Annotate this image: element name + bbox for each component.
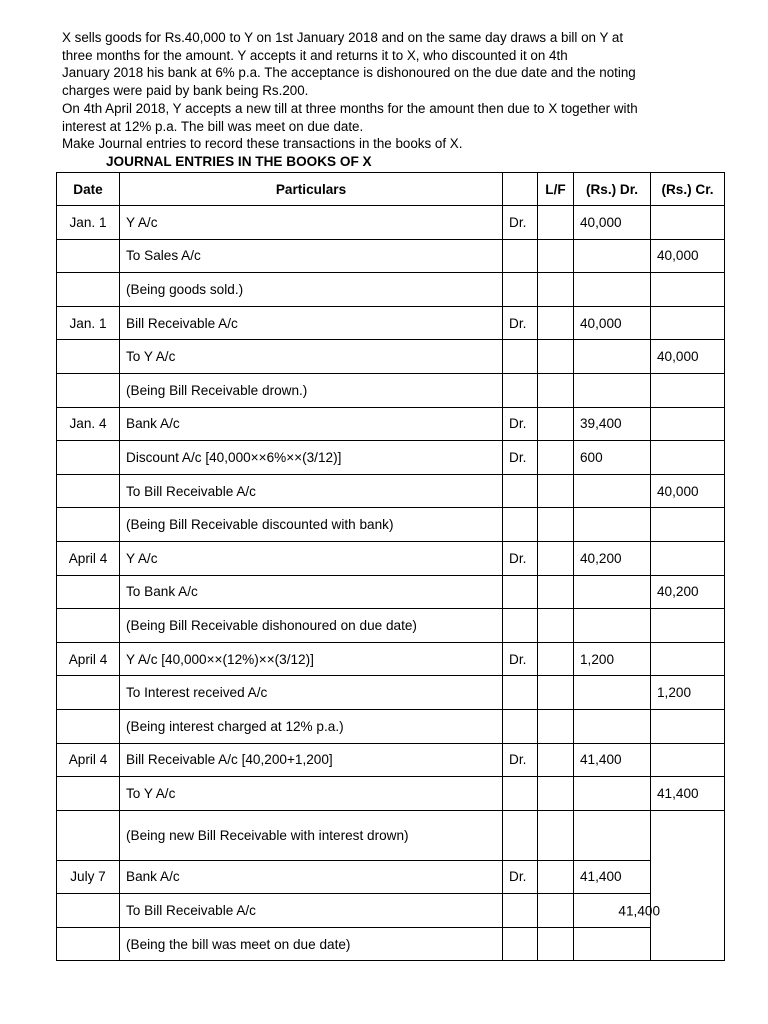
cell-date [57, 676, 120, 710]
cell-dr-mark [503, 340, 538, 374]
table-row [57, 810, 725, 860]
cell-credit: 40,000 [651, 239, 725, 273]
problem-line: charges were paid by bank being Rs.200. [62, 83, 309, 99]
cell-date [57, 273, 120, 307]
cell-date [57, 927, 120, 961]
journal-header-row [57, 173, 725, 206]
cell-lf [538, 541, 574, 575]
cell-credit [651, 508, 725, 542]
cell-debit [574, 273, 651, 307]
problem-line: three months for the amount. Y accepts it and returns it to X, who discounted it on 4th [62, 47, 568, 63]
cell-dr-mark [503, 575, 538, 609]
cell-lf [538, 239, 574, 273]
cell-particulars: (Being interest charged at 12% p.a.) [120, 709, 503, 743]
table-row [57, 642, 725, 676]
cell-lf [538, 206, 574, 240]
cell-dr-mark [503, 709, 538, 743]
cell-particulars: (Being Bill Receivable discounted with bank) [120, 508, 503, 542]
problem-line: Make Journal entries to record these transactions in the books of X. [62, 136, 463, 152]
header-particulars: Particulars [120, 173, 503, 206]
cell-dr-mark [503, 373, 538, 407]
cell-date [57, 474, 120, 508]
cell-dr-mark [503, 508, 538, 542]
cell-particulars: To Bill Receivable A/c [120, 474, 503, 508]
cell-date [57, 373, 120, 407]
cell-particulars: To Y A/c [120, 340, 503, 374]
cell-debit: 40,200 [574, 541, 651, 575]
problem-line: interest at 12% p.a. The bill was meet on due date. [62, 118, 364, 134]
cell-credit [651, 407, 725, 441]
cell-particulars: (Being Bill Receivable drown.) [120, 373, 503, 407]
cell-dr-mark [503, 239, 538, 273]
cell-particulars: (Being Bill Receivable dishonoured on due date) [120, 609, 503, 643]
cell-debit: 40,000 [574, 306, 651, 340]
cell-credit: 40,000 [651, 340, 725, 374]
cell-debit: 41,400 [574, 743, 651, 777]
cell-dr-mark [503, 927, 538, 961]
table-row [57, 407, 725, 441]
cell-credit [651, 642, 725, 676]
cell-debit: 600 [574, 441, 651, 475]
cell-lf [538, 810, 574, 860]
cell-dr-mark: Dr. [503, 541, 538, 575]
cell-date: April 4 [57, 743, 120, 777]
cell-lf [538, 340, 574, 374]
cell-lf [538, 709, 574, 743]
cell-debit [574, 676, 651, 710]
cell-debit: 41,400 [574, 860, 651, 894]
cell-debit [574, 474, 651, 508]
cell-particulars: Y A/c [120, 541, 503, 575]
problem-line: January 2018 his bank at 6% p.a. The acceptance is dishonoured on the due date and the noting [62, 65, 636, 81]
cell-particulars: Bank A/c [120, 860, 503, 894]
cell-particulars: To Sales A/c [120, 239, 503, 273]
cell-date [57, 609, 120, 643]
cell-dr-mark: Dr. [503, 642, 538, 676]
cell-date [57, 575, 120, 609]
cell-credit [651, 609, 725, 643]
cell-lf [538, 609, 574, 643]
cell-debit [574, 777, 651, 811]
cell-dr-mark [503, 474, 538, 508]
cell-dr-mark [503, 273, 538, 307]
table-row [57, 206, 725, 240]
table-row [57, 474, 725, 508]
cell-lf [538, 407, 574, 441]
cell-date: Jan. 1 [57, 306, 120, 340]
cell-credit [651, 273, 725, 307]
problem-line: On 4th April 2018, Y accepts a new till at three months for the amount then due to X together with [62, 100, 638, 116]
cell-particulars: Y A/c [120, 206, 503, 240]
table-row [57, 340, 725, 374]
cell-particulars: Bank A/c [120, 407, 503, 441]
cell-debit [574, 927, 651, 961]
cell-lf [538, 894, 574, 928]
cell-lf [538, 743, 574, 777]
cell-credit [651, 206, 725, 240]
header-dr-mark [503, 173, 538, 206]
cell-credit [651, 373, 725, 407]
table-row [57, 609, 725, 643]
cell-date [57, 340, 120, 374]
cell-credit [651, 541, 725, 575]
cell-dr-mark [503, 777, 538, 811]
table-row [57, 273, 725, 307]
cell-date [57, 441, 120, 475]
table-row [57, 743, 725, 777]
table-row [57, 894, 725, 928]
table-row [57, 927, 725, 961]
cell-lf [538, 306, 574, 340]
table-row [57, 508, 725, 542]
cell-particulars: To Y A/c [120, 777, 503, 811]
cell-debit [574, 239, 651, 273]
cell-dr-mark: Dr. [503, 860, 538, 894]
cell-date [57, 777, 120, 811]
cell-credit [651, 441, 725, 475]
cell-date [57, 239, 120, 273]
cell-credit [651, 810, 725, 961]
cell-date: July 7 [57, 860, 120, 894]
table-row [57, 541, 725, 575]
table-row [57, 860, 725, 894]
journal-title: JOURNAL ENTRIES IN THE BOOKS OF X [106, 154, 372, 169]
journal-table [56, 172, 725, 961]
cell-dr-mark [503, 810, 538, 860]
cell-particulars: Discount A/c [40,000××6%××(3/12)] [120, 441, 503, 475]
cell-debit: 1,200 [574, 642, 651, 676]
cell-particulars: Bill Receivable A/c [40,200+1,200] [120, 743, 503, 777]
header-lf: L/F [538, 173, 574, 206]
cell-dr-mark: Dr. [503, 407, 538, 441]
cell-debit [574, 810, 651, 860]
cell-particulars: (Being new Bill Receivable with interest drown) [120, 810, 503, 860]
cell-date [57, 508, 120, 542]
cell-lf [538, 373, 574, 407]
cell-dr-mark: Dr. [503, 441, 538, 475]
cell-particulars: Y A/c [40,000××(12%)××(3/12)] [120, 642, 503, 676]
table-row [57, 777, 725, 811]
cell-particulars: (Being the bill was meet on due date) [120, 927, 503, 961]
cell-credit [651, 709, 725, 743]
problem-line: X sells goods for Rs.40,000 to Y on 1st January 2018 and on the same day draws a bill on Y at [62, 30, 624, 45]
cell-lf [538, 777, 574, 811]
cell-debit: 39,400 [574, 407, 651, 441]
table-row [57, 306, 725, 340]
cell-date: April 4 [57, 642, 120, 676]
cell-debit [574, 508, 651, 542]
cell-particulars: To Bill Receivable A/c [120, 894, 503, 928]
cell-date: April 4 [57, 541, 120, 575]
cell-date [57, 894, 120, 928]
cell-credit: 40,000 [651, 474, 725, 508]
problem-statement [62, 29, 722, 153]
cell-debit [574, 340, 651, 374]
cell-dr-mark: Dr. [503, 306, 538, 340]
table-row [57, 709, 725, 743]
cell-particulars: Bill Receivable A/c [120, 306, 503, 340]
cell-dr-mark: Dr. [503, 206, 538, 240]
cell-lf [538, 441, 574, 475]
cell-date: Jan. 1 [57, 206, 120, 240]
table-row [57, 575, 725, 609]
cell-particulars: To Interest received A/c [120, 676, 503, 710]
cell-credit: 41,400 [651, 777, 725, 811]
cell-debit [574, 575, 651, 609]
cell-date [57, 810, 120, 860]
cell-date: Jan. 4 [57, 407, 120, 441]
cell-credit: 40,200 [651, 575, 725, 609]
cell-lf [538, 676, 574, 710]
table-row [57, 441, 725, 475]
cell-lf [538, 474, 574, 508]
cell-dr-mark [503, 676, 538, 710]
cell-particulars: To Bank A/c [120, 575, 503, 609]
cell-lf [538, 642, 574, 676]
table-row [57, 676, 725, 710]
table-row [57, 239, 725, 273]
cell-lf [538, 508, 574, 542]
table-row [57, 373, 725, 407]
cell-particulars: (Being goods sold.) [120, 273, 503, 307]
cell-debit [574, 709, 651, 743]
cell-dr-mark [503, 609, 538, 643]
cell-debit: 40,000 [574, 206, 651, 240]
cell-debit [574, 894, 660, 928]
cell-dr-mark [503, 894, 538, 928]
cell-credit: 1,200 [651, 676, 725, 710]
cell-debit [574, 373, 651, 407]
cell-date [57, 709, 120, 743]
cell-dr-mark: Dr. [503, 743, 538, 777]
header-debit: (Rs.) Dr. [574, 173, 651, 206]
cell-lf [538, 575, 574, 609]
header-credit: (Rs.) Cr. [651, 173, 725, 206]
header-date: Date [57, 173, 120, 206]
cell-credit [651, 743, 725, 777]
cell-lf [538, 273, 574, 307]
cell-credit-overflow: 41,400 [618, 903, 660, 919]
cell-lf [538, 860, 574, 894]
cell-lf [538, 927, 574, 961]
cell-debit [574, 609, 651, 643]
cell-credit [651, 306, 725, 340]
